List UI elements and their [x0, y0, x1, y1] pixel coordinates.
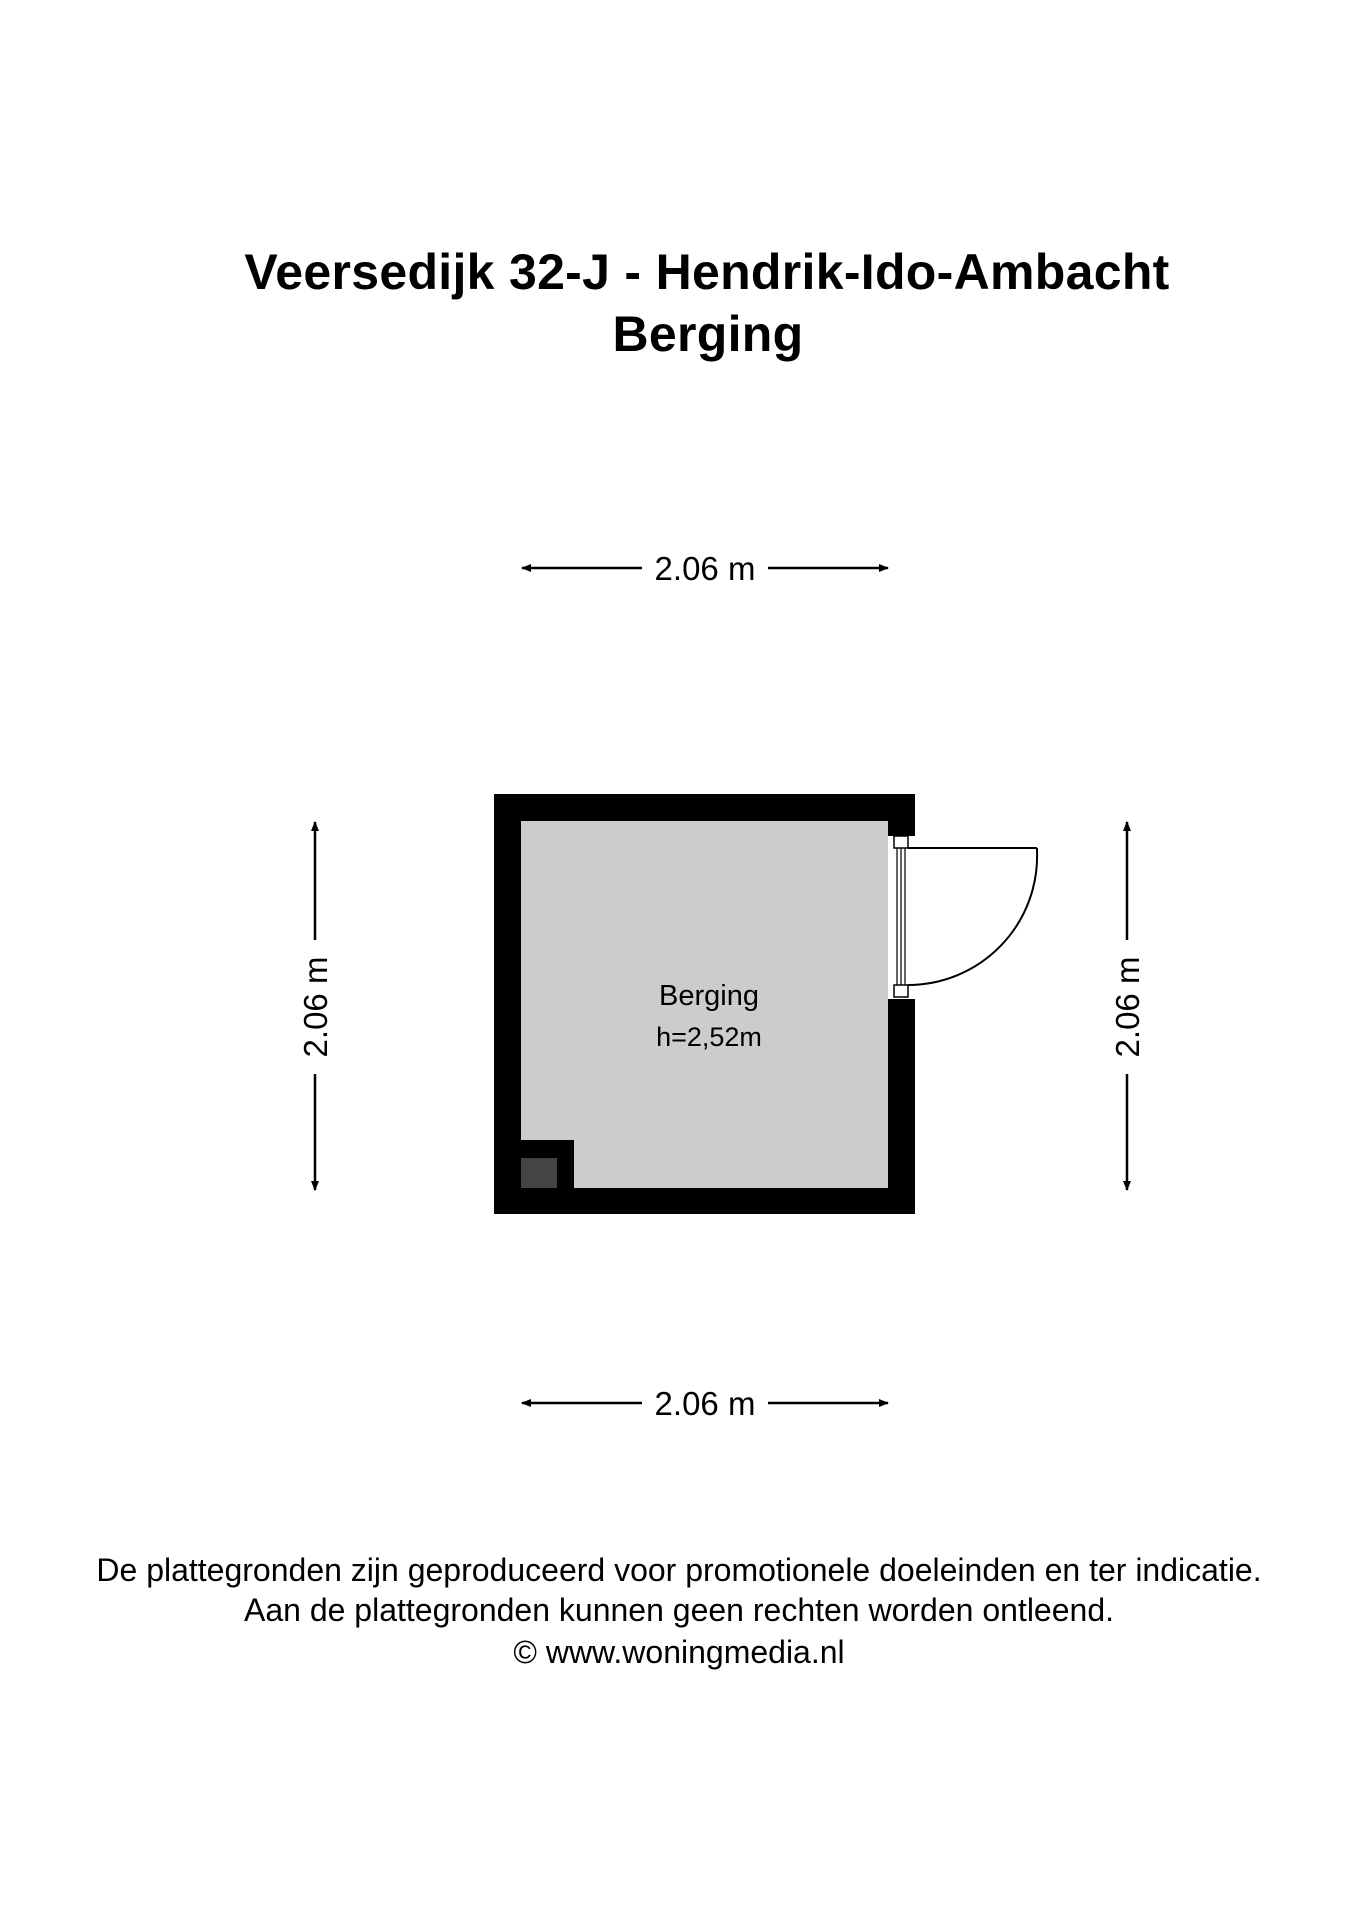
copyright-line: © www.woningmedia.nl — [513, 1634, 845, 1670]
dimension-top — [522, 550, 888, 587]
door-swing-arc — [908, 851, 1037, 985]
corner-fixture — [521, 1140, 574, 1188]
door — [894, 836, 1037, 997]
dimension-right-label: 2.06 m — [1109, 956, 1146, 1058]
floor-title: Berging — [612, 306, 804, 362]
dimension-right — [1109, 822, 1146, 1190]
door-jamb-top — [894, 836, 908, 848]
disclaimer-line-2: Aan de plattegronden kunnen geen rechten worden ontleend. — [243, 1592, 1114, 1628]
dimension-top-label: 2.06 m — [654, 550, 756, 587]
dimension-bottom-label: 2.06 m — [654, 1385, 756, 1422]
room-height: h=2,52m — [656, 1022, 762, 1052]
door-jamb-bottom — [894, 985, 908, 997]
room-name: Berging — [659, 980, 759, 1012]
dimension-left-label: 2.06 m — [297, 956, 334, 1058]
dimension-bottom — [522, 1385, 888, 1422]
plan-title: Veersedijk 32-J - Hendrik-Ido-Ambacht — [244, 244, 1170, 300]
dimension-left — [297, 822, 334, 1190]
disclaimer-line-1: De plattegronden zijn geproduceerd voor promotionele doeleinden en ter indicatie. — [96, 1552, 1262, 1588]
fixture-inner — [521, 1158, 557, 1188]
